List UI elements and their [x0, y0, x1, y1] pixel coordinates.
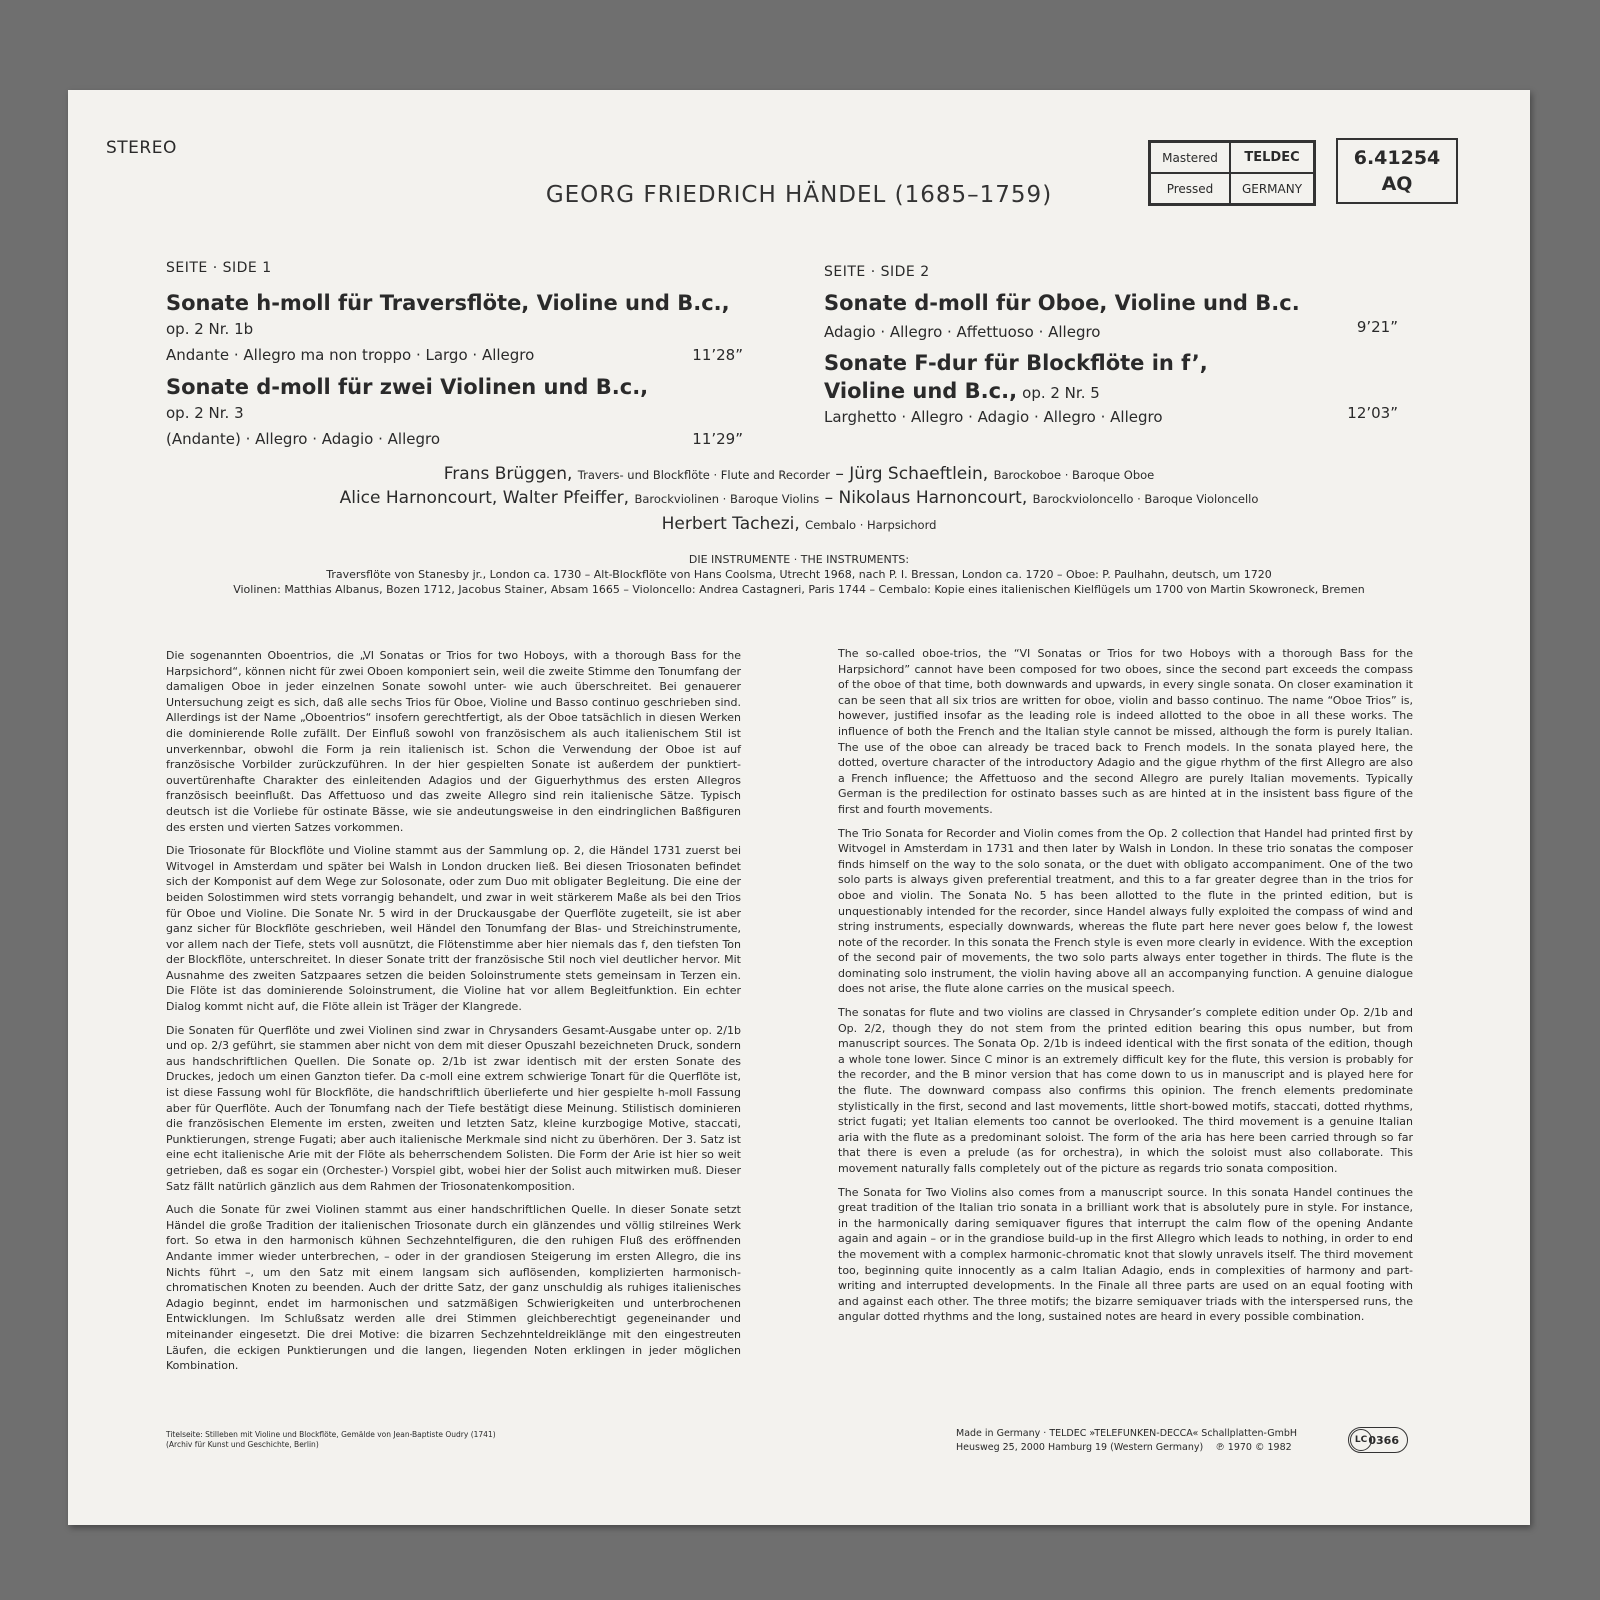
composer-title: GEORG FRIEDRICH HÄNDEL (1685–1759) — [545, 182, 1053, 208]
side2-label: SEITE · SIDE 2 — [824, 264, 930, 280]
pressed-label: Pressed — [1150, 173, 1230, 204]
mastered-label: Mastered — [1150, 142, 1230, 173]
footer-line1: Made in Germany · TELDEC »TELEFUNKEN-DECCA« Schallplatten-GmbH — [956, 1428, 1298, 1439]
performer-n-harnoncourt-role: Barockvioloncello · Baroque Violoncello — [1032, 492, 1259, 506]
side2-sonata1-duration: 9’21” — [1356, 318, 1398, 336]
footer-copyright: ℗ 1970 © 1982 — [1215, 1442, 1292, 1453]
germany-label: GERMANY — [1230, 173, 1314, 204]
instruments-line1: Traversflöte von Stanesby jr., London ca. 1730 – Alt-Blockflöte von Hans Coolsma, Utrecht 1968, nach P. I. Bressan, London ca. 1720 – Oboe: P. Paulhahn, deutsch, um 1720 — [326, 568, 1272, 581]
performer-bruggen: Frans Brüggen, — [443, 464, 573, 484]
german-paragraph: Die Triosonate für Blockflöte und Violine stammt aus der Sammlung op. 2, die Händel 1731 zuerst bei Witvogel in Amsterdam und später bei Walsh in London drucken ließ. Bei diesen Triosonaten befindet sich der Komponist auf dem Wege zur Solosonate, oder zum Duo mit obligater Begleitung. Die eine der beiden Solostimmen wird stets vorrangig behandelt, und zwar in weit stärkerem Maße als bei den Trios für Oboe und Violine. Die Sonate Nr. 5 wird in der Druckausgabe der Querflöte zugeteilt, sie ist aber ganz sicher für Blockflöte geschrieben, weil Händel den Tonumfang der Blas- und Streichinstrumente, vor allem nach der Tiefe, stets voll ausnützt, die Flötenstimme aber hier niemals das f, den tiefsten Ton der Blockflöte, unterschreitet. In dieser Sonate tritt der französische Stil noch viel deutlicher hervor. Mit Ausnahme des zweiten Satzpaares setzen die beiden Soloinstrumente stets gemeinsam in Terzen ein. Die Flöte ist das dominierende Soloinstrument, die Violine hat vor allem Begleitfunktion. Ein echter Dialog kommt nicht auf, die Flöte allein ist Träger der Klangrede. — [166, 844, 741, 1014]
side1-sonata2-title: Sonate d-moll für zwei Violinen und B.c., — [166, 375, 649, 399]
german-paragraph: Die sogenannten Oboentrios, die „VI Sonatas or Trios for two Hoboys, with a thorough Bass for the Harpsichord“, können nicht für zwei Oboen komponiert sein, weil die zweite Stimme den Tonumfang der damaligen Oboe in jeder einzelnen Sonate sowohl unter- wie auch überschreitet. Bei genauerer Untersuchung zeigt es sich, daß alle sechs Trios für Oboe, Violine und Basso continuo geschrieben sind. Allerdings ist der Name „Oboentrios“ insofern gerechtfertigt, als der Oboe tatsächlich in diesen Werken die dominierende Rolle zufällt. Der Einfluß sowohl von französischem als auch italienischem Stil ist unverkennbar, obwohl die Form ja rein italienisch ist. Schon die Verwendung der Oboe ist auf französische Vorbilder zurückzuführen. In der hier gespielten Sonate ist außerdem der punktiert-ouvertürenhafte Charakter des einleitenden Adagios und der Giguerhythmus des ersten Allegros französisch beeinflußt. Das Affettuoso und das zweite Allegro sind rein italienische Sätze. Typisch deutsch ist die Vorliebe für ostinate Bässe, wie sie andeutungsweise in den eindringlichen Baßfiguren des ersten und vierten Satzes vorkommen. — [166, 649, 741, 834]
side2-sonata2-title-a: Sonate F-dur für Blockflöte in f’, — [824, 351, 1208, 375]
catalog-number: 6.41254 — [1353, 147, 1441, 169]
english-paragraph: The Sonata for Two Violins also comes from a manuscript source. In this sonata Handel continues the great tradition of the Italian trio sonata in a brilliant work that is absolutely pure in style. For instance, in the harmonically daring semiquaver figures that interrupt the calm flow of the opening Andante again and again – or in the grandiose build-up in the first Allegro which leads to nothing, in order to end the movement with a complex harmonic-chromatic knot that slowly unravels itself. The third movement too, beginning quite innocently as a calm Italian Adagio, ends in complexities of harmony and part-writing and interrupted developments. In the Finale all three parts are used on an equal footing with and against each other. The three motifs; the bizarre semiquaver triads with the interspersed runs, the angular dotted rhythms and the long, sustained notes are heard in every possible combination. — [838, 1185, 1413, 1324]
liner-notes-english — [838, 646, 1413, 1333]
liner-notes-german — [166, 648, 741, 1382]
cover-credit — [166, 1430, 496, 1450]
side1-sonata1-opus: op. 2 Nr. 1b — [166, 320, 254, 338]
side1-sonata1-movements: Andante · Allegro ma non troppo · Largo · Allegro — [166, 346, 535, 364]
lc-label: LC — [1350, 1429, 1372, 1451]
catalog-box — [1336, 138, 1458, 204]
performer-tachezi: Herbert Tachezi, — [661, 514, 800, 534]
publisher-footer — [956, 1427, 1297, 1455]
performers-line1 — [68, 464, 1530, 484]
stereo-label: STEREO — [106, 138, 177, 158]
performer-harnoncourt-pfeiffer: Alice Harnoncourt, Walter Pfeiffer, — [339, 488, 630, 508]
side2-sonata2-movements: Larghetto · Allegro · Adagio · Allegro · Allegro — [824, 408, 1163, 426]
cover-credit-line1: Titelseite: Stilleben mit Violine und Blockflöte, Gemälde von Jean-Baptiste Oudry (1741) — [166, 1430, 496, 1439]
english-paragraph: The Trio Sonata for Recorder and Violin comes from the Op. 2 collection that Handel had printed first by Witvogel in Amsterdam in 1731 and then later by Walsh in London. In these trio sonatas the composer finds himself on the way to the solo sonata, or the duet with obligato accompaniment. One of the two solo parts is always given preferential treatment, and this to a far greater degree than in the trios for oboe and violin. The Sonata No. 5 has been allotted to the flute in the printed edition, but is unquestionably intended for the recorder, since Handel always fully exploited the compass of wind and string instruments, especially downwards, whereas the flute part here never goes below f, the lowest note of the recorder. In this sonata the French style is even more clearly in evidence. With the exception of the second pair of movements, the two solo parts always enter together in thirds. The flute is the dominating solo instrument, the violin having above all an accompanying function. A genuine dialogue does not arise, the flute alone carries on the musical speech. — [838, 826, 1413, 996]
german-paragraph: Die Sonaten für Querflöte und zwei Violinen sind zwar in Chrysanders Gesamt-Ausgabe unter op. 2/1b und op. 2/3 geführt, sie stammen aber nicht von dem mit dieser Opuszahl bezeichneten Druck, sondern aus handschriftlichen Quellen. Die Sonate op. 2/1b ist zwar identisch mit der ersten Sonate des Druckes, jedoch um einen Ganzton tiefer. Da c-moll eine extrem schwierige Tonart für die Querflöte ist, ist diese Fassung wohl für Blockflöte, die handschriftlich überlieferte und hier gespielte h-moll Fassung aber für Querflöte. Auch der Tonumfang nach der Tiefe bestätigt diese Meinung. Stilistisch dominieren die französischen Elemente im ersten, zweiten und letzten Satz, kleine kurzbogige Motive, staccati, Punktierungen, strenge Fugati; aber auch italienische Merkmale sind nicht zu überhören. Der 3. Satz ist eine echt italienische Arie mit der Flöte als beherrschendem Solisten. Die Form der Arie ist hier so weit getrieben, daß es sogar ein (Orchester-) Vorspiel gibt, wobei hier der Solist auch mitwirken muß. Dieser Satz fällt natürlich gänzlich aus dem Rahmen der Triosonatenkomposition. — [166, 1023, 741, 1193]
instruments-line2: Violinen: Matthias Albanus, Bozen 1712, Jacobus Stainer, Absam 1665 – Violoncello: Andrea Castagneri, Paris 1744 – Cembalo: Kopie eines italienischen Kielflügels um 1700 von Martin Skowroneck, Bremen — [233, 583, 1365, 596]
instruments-heading: DIE INSTRUMENTE · THE INSTRUMENTS: — [688, 553, 910, 566]
performer-harnoncourt-pfeiffer-role: Barockviolinen · Baroque Violins — [634, 492, 820, 506]
footer-line2-wrap — [956, 1441, 1297, 1455]
cover-credit-line2: (Archiv für Kunst und Geschichte, Berlin) — [166, 1440, 319, 1449]
side1-sonata2-movements: (Andante) · Allegro · Adagio · Allegro — [166, 430, 441, 448]
side1-sonata1-duration: 11’28” — [692, 346, 743, 364]
performer-schaeftlein: – Jürg Schaeftlein, — [835, 464, 989, 484]
lc-number: 0366 — [1368, 1433, 1399, 1447]
side1-sonata2-opus: op. 2 Nr. 3 — [166, 404, 244, 422]
performers-line3 — [68, 514, 1530, 534]
side2-sonata2-title-b: Violine und B.c., — [824, 379, 1018, 403]
catalog-code: AQ — [1381, 173, 1413, 195]
side1-label: SEITE · SIDE 1 — [166, 260, 272, 276]
performer-bruggen-role: Travers- und Blockflöte · Flute and Recorder — [577, 468, 830, 482]
side2-sonata2-opus: op. 2 Nr. 5 — [1022, 384, 1100, 402]
performers-line2 — [68, 488, 1530, 508]
side2-sonata2-duration: 12’03” — [1347, 404, 1398, 422]
footer-line2: Heusweg 25, 2000 Hamburg 19 (Western Germany) — [956, 1442, 1204, 1453]
side2-sonata1-title: Sonate d-moll für Oboe, Violine und B.c. — [824, 291, 1300, 315]
german-paragraph: Auch die Sonate für zwei Violinen stammt aus einer handschriftlichen Quelle. In dieser Sonate setzt Händel die große Tradition der italienischen Triosonate durch ein glänzendes und völlig stilreines Werk fort. So etwa in den harmonisch kühnen Sechzehntelfiguren, die den ruhigen Fluß des eröffnenden Andante immer wieder unterbrechen, – oder in der grandiosen Steigerung im ersten Allegro, die ins Nichts führt –, um den Satz mit einem langsam sich auflösenden, komplizierten harmonisch-chromatischen Knoten zu beenden. Auch der dritte Satz, der ganz unschuldig als ruhiges italienisches Adagio beginnt, endet im harmonischen und satzmäßigen Schwierigkeiten und unterbrochenen Entwicklungen. Im Schlußsatz werden alle drei Stimmen gleichberechtigt gegeneinander und miteinander eingesetzt. Die drei Motive: die bizarren Sechzehnteldreiklänge mit den eingestreuten Läufen, die eckigen Punktierungen und die langen, liegenden Noten erklingen in jeder möglichen Kombination. — [166, 1203, 741, 1373]
side1-sonata2-duration: 11’29” — [692, 430, 743, 448]
english-paragraph: The so-called oboe-trios, the “VI Sonatas or Trios for two Hoboys with a thorough Bass for the Harpsichord” cannot have been composed for two oboes, since the second part exceeds the compass of the oboe of that time, both downwards and upwards, in every single sonata. On closer examination it can be seen that all six trios are written for oboe, violin and basso continuo. The name “Oboe Trios” is, however, justified insofar as the leading role is indeed allotted to the oboe in all these works. The influence of both the French and the Italian style cannot be missed, although the form is purely Italian. The use of the oboe can already be traced back to French models. In the sonata played here, the dotted, overture character of the introductory Adagio and the gigue rhythm of the first Allegro are also a French influence; the Affettuoso and the second Allegro are purely Italian movements. Typically German is the predilection for ostinato basses such as are hinted at in the insistent bass figure of the first and fourth movements. — [838, 647, 1413, 816]
teldec-label: TELDEC — [1230, 142, 1314, 173]
performer-tachezi-role: Cembalo · Harpsichord — [805, 518, 937, 532]
side1-sonata1-title: Sonate h-moll für Traversflöte, Violine und B.c., — [166, 291, 730, 315]
performer-schaeftlein-role: Barockoboe · Baroque Oboe — [993, 468, 1155, 482]
teldec-logo-box — [1148, 140, 1316, 206]
side2-sonata1-movements: Adagio · Allegro · Affettuoso · Allegro — [824, 323, 1101, 341]
side2-sonata2-title-line2 — [824, 378, 1100, 404]
english-paragraph: The sonatas for flute and two violins are classed in Chrysander’s complete edition under Op. 2/1b and Op. 2/2, though they do not stem from the printed edition bearing this opus number, but from manuscript sources. The Sonata Op. 2/1b is indeed identical with the first sonata of the edition, though a whole tone lower. Since C minor is an extremely difficult key for the flute, this version is probably for the recorder, and the B minor version that has come down to us in manuscript and is played here for the flute. The downward compass also confirms this opinion. The french elements predominate stylistically in the first, second and last movements, little short-bowed motifs, staccati, dotted rhythms, strict fugati; yet Italian elements too cannot be overlooked. The third movement is a genuine Italian aria with the flute as a predominant soloist. The form of the aria has here been carried through so far that there is even a prelude (as for orchestra), in which the soloist must also collaborate. This movement naturally falls completely out of the picture as regards trio sonata composition. — [838, 1006, 1413, 1175]
performer-n-harnoncourt: – Nikolaus Harnoncourt, — [824, 488, 1028, 508]
record-back-cover — [68, 90, 1530, 1525]
